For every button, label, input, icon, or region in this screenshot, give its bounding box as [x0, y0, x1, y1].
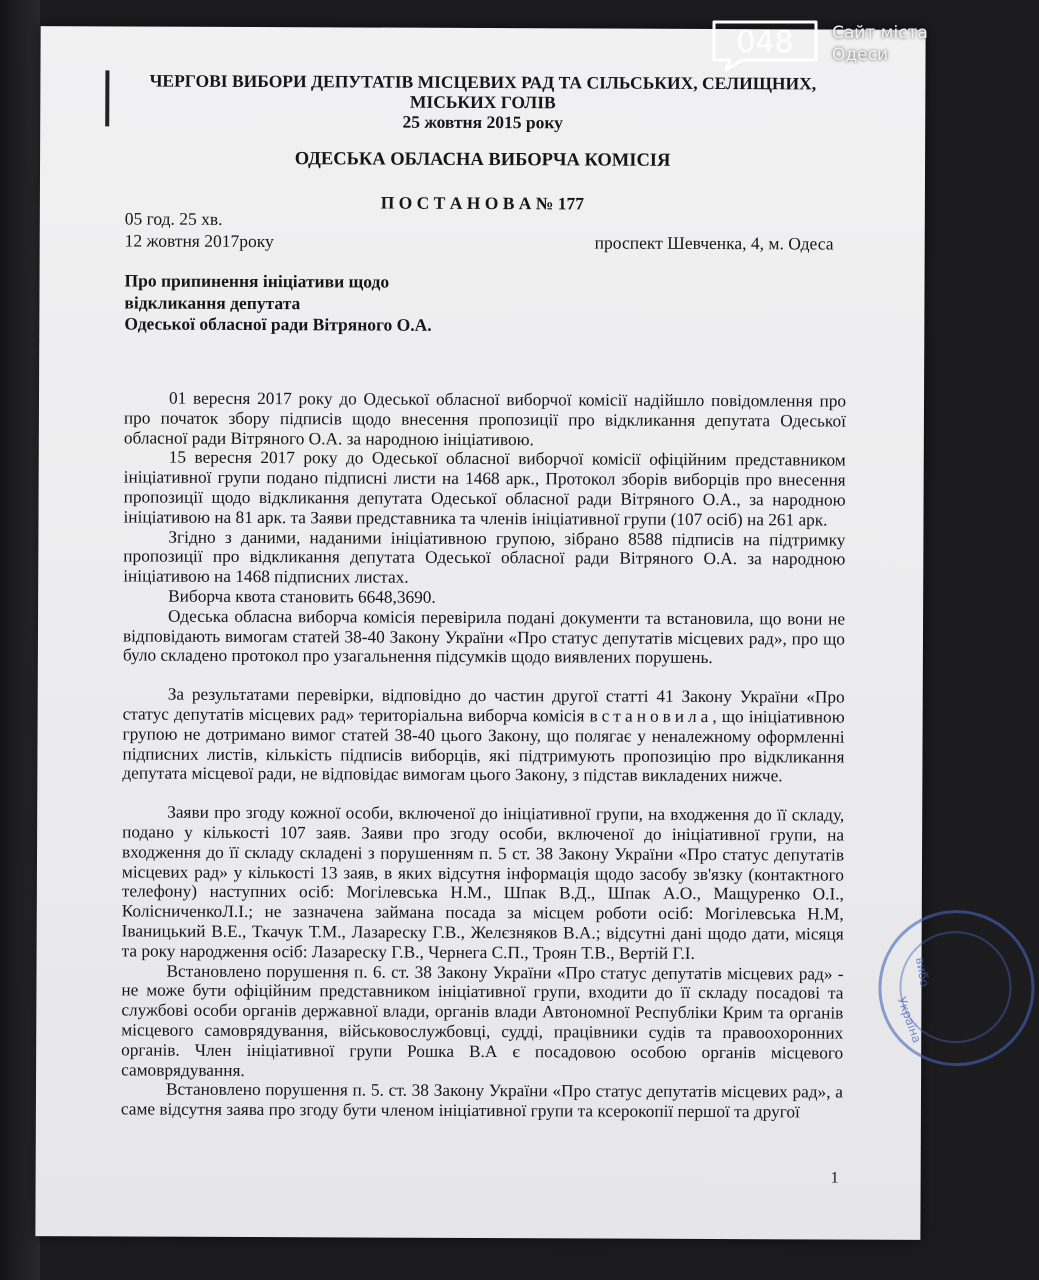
speech-bubble-logo-icon: [704, 14, 824, 74]
commission-title: ОДЕСЬКА ОБЛАСНА ВИБОРЧА КОМІСІЯ: [294, 149, 671, 171]
logo-caption-line1: Сайт міста: [832, 23, 928, 43]
document-page: [35, 26, 932, 1240]
decree-number: П О С Т А Н О В А № 177: [380, 192, 585, 214]
site-logo[interactable]: [704, 14, 944, 74]
election-title-line2: МІСЬКИХ ГОЛІВ: [409, 91, 556, 113]
paragraph-5: Одеська обласна виборча комісія перевірила подані документи та встановила, що вони не відповідають вимогам статей 38-40 Закону України «Про статус депутатів місцевих рад», про що було складено протокол про узагальнення підсумків щодо виявлених порушень.: [122, 606, 846, 668]
paragraph-9: Встановлено порушення п. 5. ст. 38 Закону України «Про статус депутатів місцевих рад», а саме відсутня заява про згоду бути членом ініціативної групи та ксерокопії першої та другої: [120, 1079, 844, 1122]
paragraph-6: [122, 685, 844, 787]
paragraph-4: Виборча квота становить 6648,3690.: [168, 586, 436, 607]
desk-background: [0, 0, 40, 1280]
paragraph-6-start: За результатами перевірки, відповідно до частин другої статті 41 Закону України «Про статус депутатів місцевих рад» територіальна виборча комісія: [122, 684, 845, 726]
stamp-text-2: Україна: [894, 994, 925, 1045]
page-number: 1: [830, 1169, 839, 1187]
logo-number: 048: [736, 25, 794, 60]
logo-caption-line2: Одеси: [832, 45, 888, 65]
official-stamp: [878, 910, 1035, 1067]
decree-time: 05 год. 25 хв.: [124, 208, 223, 229]
paragraph-1: 01 вересня 2017 року до Одеської обласної виборчої комісії надійшло повідомлення про про початок збору підписів щодо внесення пропозиції про відкликання депутата Одеської обласної ради Вітряного О.А. за народною ініціативою.: [123, 388, 847, 449]
logo-caption: [832, 22, 928, 66]
decree-address: проспект Шевченка, 4, м. Одеса: [594, 232, 834, 254]
paragraph-6-verb: встановила: [589, 706, 713, 726]
decree-body: [121, 388, 846, 1122]
subject-line2: відкликання депутата: [124, 291, 301, 313]
paragraph-2: 15 вересня 2017 року до Одеської обласної виборчої комісії офіційним представником ініціативної групи подано підписні листи на 1468 арк., Протокол зборів виборців про внесення пропозиції щодо відкликання депутата Одеської обласної ради Вітряного О.А., за народною ініціативою на 81 арк. та Заяви представника та членів ініціативної групи (107 осіб) на 261 арк.: [123, 448, 846, 530]
paragraph-7: Заяви про згоду кожної особи, включеної до ініціативної групи, на входження до її складу, подано у кількості 107 заяв. Заяви про згоду особи, включеної до ініціативної групи, на входження до її складу складені з порушенням п. 5 ст. 38 Закону України «Про статус депутатів місцевих рад» у кількості 13 заяв, в яких відсутня інформація щодо засобу зв'язку (контактного телефону) наступних осіб: Могілевська Н.М., Шпак В.Д., Шпак А.О., Мащуренко О.І., КолісниченкоЛ.І.; не зазначена займана посада за місцем роботи осіб: Могілевська Н.М, Іваницький В.Е., Ткачук Т.М., Лазареску Г.В., Желєзняков В.А.; відсутні дані щодо дати, місяця та року народження осіб: Лазареску Г.В., Чернега С.П., Троян Т.В., Вертій Г.І.: [121, 802, 845, 963]
paragraph-8: Встановлено порушення п. 6. ст. 38 Закону України «Про статус депутатів місцевих рад» - не може бути офіційним представником ініціативної групи, входити до її складу посадові та службові особи органів державної влади, органів влади Автономної Республіки Крим та органів місцевого самоврядування, військовослужбовці, судді, працівники судів та правоохоронних органів. Член ініціативної групи Рошка В.А є посадовою особою органів місцевого самоврядування.: [121, 961, 844, 1080]
decree-subject: [124, 270, 432, 336]
paragraph-3: Згідно з даними, наданими ініціативною групою, зібрано 8588 підписів на підтримку пропозиції про відкликання депутата Одеської обласної ради Вітряного О.А. за народною ініціативою на 1468 підписних листах.: [123, 527, 846, 587]
election-date: 25 жовтня 2015 року: [402, 111, 563, 133]
election-title-line1: ЧЕРГОВІ ВИБОРИ ДЕПУТАТІВ МІСЦЕВИХ РАД ТА СІЛЬСЬКИХ, СЕЛИЩНИХ,: [149, 70, 817, 94]
subject-line3: Одеської обласної ради Вітряного О.А.: [124, 313, 432, 335]
subject-line1: Про припинення ініціативи щодо: [124, 270, 390, 292]
paragraph-6-end: , що ініціативною групою не дотримано вимог статей 38-40 цього Закону, що полягає у неналежному оформленні підписних листів, кількість підписів виборців, які підтримують пропозицію про відкликання депутата місцевої ради, не відповідає вимогам цього Закону, з підстав викладених нижче.: [122, 706, 845, 786]
decree-date: 12 жовтня 2017року: [124, 230, 274, 252]
stamp-text-1: вибо: [912, 956, 932, 988]
